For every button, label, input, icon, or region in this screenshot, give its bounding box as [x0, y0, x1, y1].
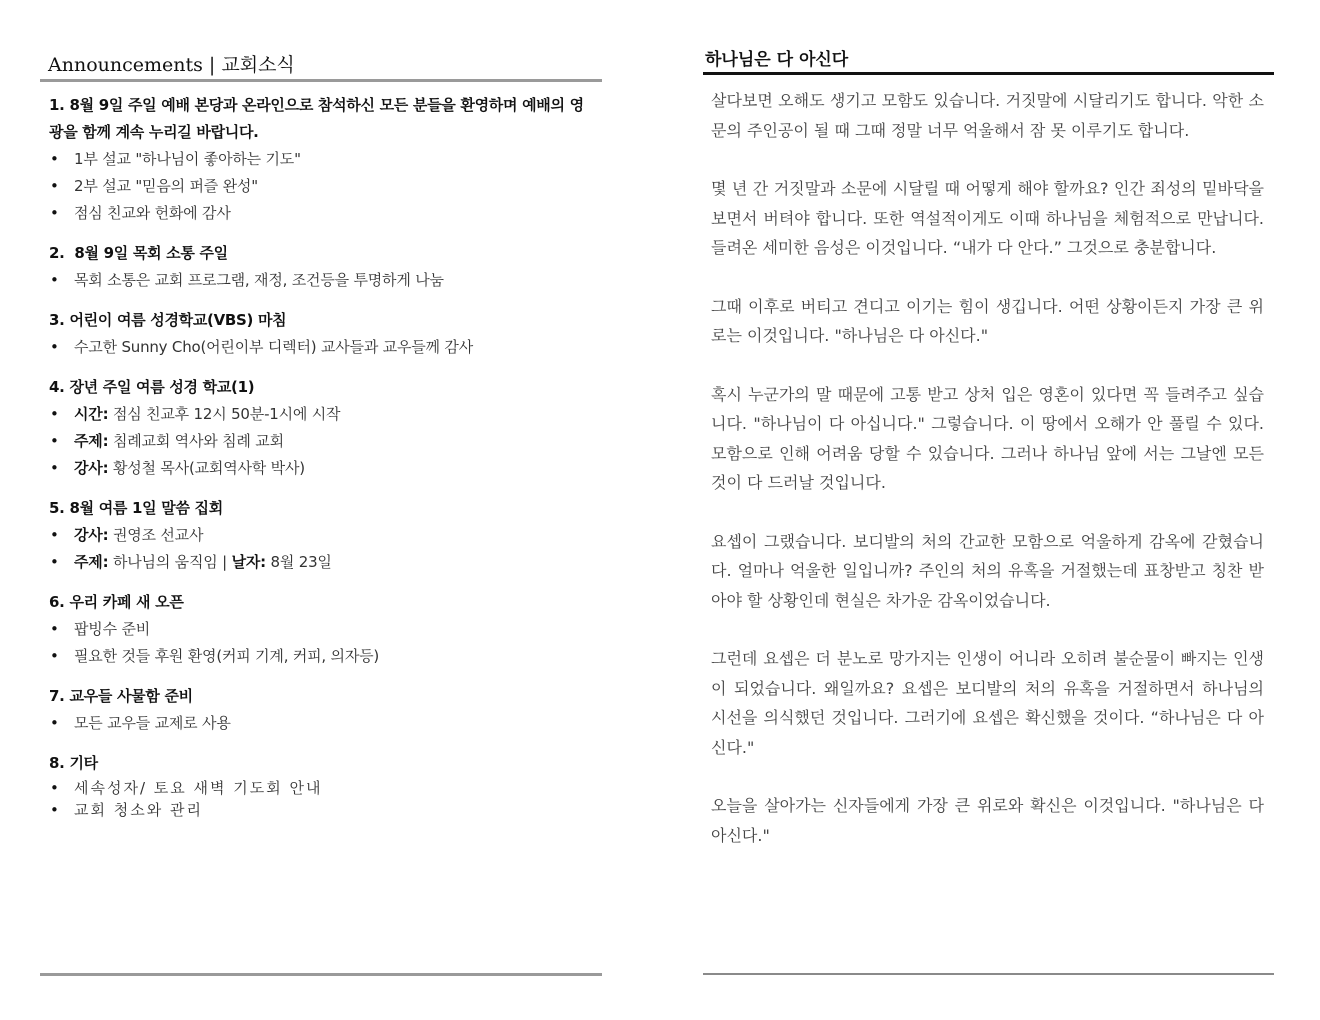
article-paragraph: 요셉이 그랬습니다. 보디발의 처의 간교한 모함으로 억울하게 감옥에 갇혔습니다. 얼마나 억울한 일입니까? 주인의 처의 유혹을 거절했는데 표창받고 칭찬 받아야 할 상황인데 현실은 차가운 감옥이었습니다.: [711, 531, 1264, 610]
article-paragraph: 오늘을 살아가는 신자들에게 가장 큰 위로와 확신은 이것입니다. "하나님은 다 아신다.": [711, 796, 1264, 845]
item-text: 하나님의 움직임 |: [108, 553, 232, 571]
bottom-divider: [703, 973, 1274, 975]
announcement-section: [49, 750, 594, 821]
item-text: 8월 23일: [265, 553, 332, 571]
section-heading: 8. 기타: [49, 754, 98, 772]
section-heading: 6. 우리 카페 새 오픈: [49, 593, 184, 611]
bottom-divider: [40, 973, 602, 976]
announcements-title: Announcements | 교회소식: [48, 54, 295, 76]
item-label: 날자:: [231, 553, 266, 571]
item-text: 권영조 선교사: [108, 526, 204, 544]
list-item: [49, 401, 594, 428]
announcement-section: [49, 589, 594, 670]
list-item: • 필요한 것들 후원 환영(커피 기계, 커피, 의자등): [49, 643, 594, 670]
item-label: 시간:: [74, 405, 109, 423]
announcements-list: [49, 92, 594, 834]
list-item: • 팝빙수 준비: [49, 616, 594, 643]
list-item: • 1부 설교 "하나님이 좋아하는 기도": [49, 146, 594, 173]
list-item: [49, 428, 594, 455]
announcement-section: [49, 240, 594, 294]
announcement-section: [49, 683, 594, 737]
section-heading: 3. 어린이 여름 성경학교(VBS) 마침: [49, 311, 287, 329]
announcement-section: [49, 374, 594, 482]
announcement-section: [49, 307, 594, 361]
section-heading: 4. 장년 주일 여름 성경 학교(1): [49, 378, 255, 396]
list-item: • 2부 설교 "믿음의 퍼즐 완성": [49, 173, 594, 200]
item-label: 주제:: [74, 432, 109, 450]
article-paragraph: 그때 이후로 버티고 견디고 이기는 힘이 생깁니다. 어떤 상황이든지 가장 큰 위로는 이것입니다. "하나님은 다 아신다.": [711, 296, 1264, 345]
section-heading: 2. 8월 9일 목회 소통 주일: [49, 244, 228, 262]
list-item: [49, 549, 594, 576]
article-paragraph: 살다보면 오해도 생기고 모함도 있습니다. 거짓말에 시달리기도 합니다. 악한 소문의 주인공이 될 때 그때 정말 너무 억울해서 잠 못 이루기도 합니다.: [711, 91, 1264, 140]
item-label: 강사:: [74, 459, 109, 477]
list-item: • 수고한 Sunny Cho(어린이부 디렉터) 교사들과 교우들께 감사: [49, 334, 594, 361]
item-text: 점심 친교후 12시 50분-1시에 시작: [108, 405, 341, 423]
article-title: 하나님은 다 아신다: [705, 50, 849, 70]
list-item: • 세속성자/ 토요 새벽 기도회 안내: [49, 777, 594, 799]
list-item: • 점심 친교와 헌화에 감사: [49, 200, 594, 227]
section-heading: 7. 교우들 사물함 준비: [49, 687, 193, 705]
item-text: 황성철 목사(교회역사학 박사): [108, 459, 305, 477]
article-paragraph: 혹시 누군가의 말 때문에 고통 받고 상처 입은 영혼이 있다면 꼭 들려주고 싶습니다. "하나님이 다 아십니다." 그렇습니다. 이 땅에서 오해가 안 풀릴 수 있다. 모함으로 인해 어려움 당할 수 있습니다. 그러나 하나님 앞에 서는 그날엔 모든 것이 다 드러날 것입니다.: [711, 384, 1264, 492]
article-body: [711, 86, 1264, 879]
announcement-section: [49, 92, 594, 227]
article-paragraph: 몇 년 간 거짓말과 소문에 시달릴 때 어떻게 해야 할까요? 인간 죄성의 밑바닥을 보면서 버텨야 합니다. 또한 역설적이게도 이때 하나님을 체험적으로 만납니다. 들려온 세미한 음성은 이것입니다. “내가 다 안다.” 그것으로 충분합니다.: [711, 179, 1264, 257]
section-heading: 1. 8월 9일 주일 예배 본당과 온라인으로 참석하신 모든 분들을 환영하며 예배의 영광을 함께 계속 누리길 바랍니다.: [49, 96, 584, 141]
item-label: 주제:: [74, 553, 109, 571]
list-item: • 목회 소통은 교회 프로그램, 재정, 조건등을 투명하게 나눔: [49, 267, 594, 294]
title-divider: [703, 72, 1274, 75]
title-divider: [40, 79, 602, 82]
section-heading: 5. 8월 여름 1일 말씀 집회: [49, 499, 223, 517]
item-label: 강사:: [74, 526, 109, 544]
list-item: [49, 455, 594, 482]
list-item: [49, 522, 594, 549]
announcement-section: [49, 495, 594, 576]
item-text: 침례교회 역사와 침례 교회: [108, 432, 284, 450]
article-paragraph: 그런데 요셉은 더 분노로 망가지는 인생이 어니라 오히려 불순물이 빠지는 인생이 되었습니다. 왜일까요? 요셉은 보디발의 처의 유혹을 거절하면서 하나님의 시선을 의식했던 것입니다. 그러기에 요셉은 확신했을 것이다. “하나님은 다 아신다.": [711, 649, 1264, 757]
list-item: • 교회 청소와 관리: [49, 799, 594, 821]
list-item: • 모든 교우들 교제로 사용: [49, 710, 594, 737]
